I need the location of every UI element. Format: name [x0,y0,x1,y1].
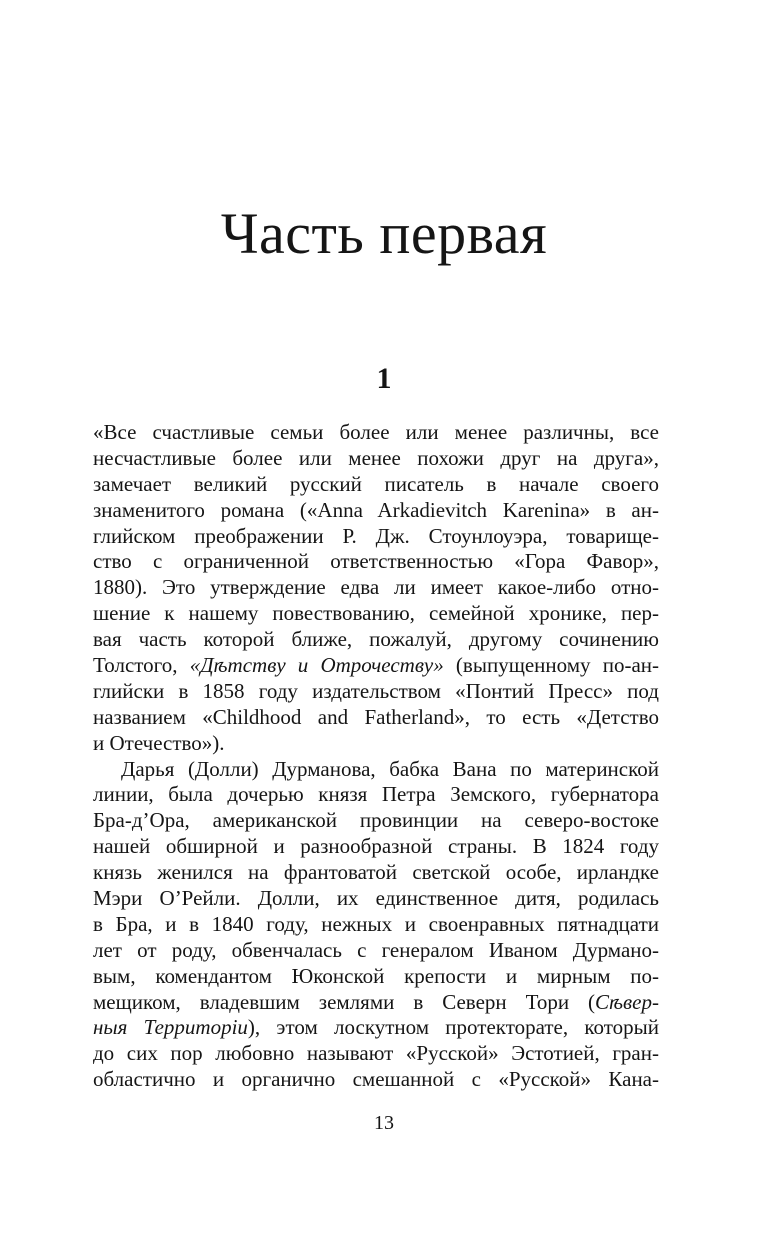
text-line: Дарья (Долли) Дурманова, бабка Вана по материнской [121,756,659,781]
text-line: вым, комендантом Юконской крепости и мирным по- [93,963,659,988]
text-line: шение к нашему повествованию, семейной хронике, пер- [93,601,659,626]
text-line: князь женился на франтоватой светской особе, ирландке [93,860,659,885]
text-line: несчастливые более или менее похожи друг на друга», [93,445,659,470]
italic-title: ныя Территорiи [93,1015,248,1040]
text-line: вая часть которой ближе, пожалуй, другому сочинению [93,627,659,652]
part-title: Часть первая [220,201,548,266]
text-line: названием «Childhood and Fatherland», то есть «Детство [93,704,659,729]
text-line: линии, была дочерью князя Петра Земского, губернатора [93,782,659,807]
text-line: знаменитого романа («Anna Arkadievitch Karenina» в ан- [93,497,659,522]
text-line [93,653,659,679]
text-line [93,990,659,1016]
text-run: ), этом лоскутном протекторате, который [247,1015,659,1040]
text-line: замечает великий русский писатель в начале своего [93,471,659,496]
page-number: 13 [374,1112,394,1134]
text-line: областично и органично смешанной с «Русской» Кана- [93,1067,659,1092]
text-line: до сих пор любовно называют «Русской» Эстотией, гран- [93,1041,659,1066]
text-line: Мэри О’Рейли. Долли, их единственное дитя, родилась [93,886,659,911]
text-line: и Отечество»). [93,730,225,755]
text-line: Бра-д’Ора, американской провинции на северо-востоке [93,808,659,833]
text-line: лет от роду, обвенчалась с генералом Иваном Дурмано- [93,937,659,962]
italic-title: «Дѣтству и Отрочеству» [189,653,444,678]
text-run: (выпущенному по-ан- [443,653,660,678]
text-line: глийски в 1858 году издательством «Понтий Пресс» под [93,678,659,703]
text-line: «Все счастливые семьи более или менее различны, все [93,420,659,444]
text-line [93,1015,659,1041]
chapter-text [93,420,659,1093]
text-line: глийском преображении Р. Дж. Стоунлоуэра, товарище- [93,523,659,548]
text-run: Толстого, [93,653,190,678]
text-line: ство с ограниченной ответственностью «Гора Фавор», [93,549,659,574]
text-line: в Бра, и в 1840 году, нежных и своенравных пятнадцати [93,911,659,936]
italic-title: Сѣвер- [595,989,659,1014]
chapter-number: 1 [376,362,392,395]
text-line: нашей обширной и разнообразной страны. В 1824 году [93,834,659,859]
text-run: мещиком, владевшим землями в Северн Тори ( [93,989,596,1014]
text-line: 1880). Это утверждение едва ли имеет какое-либо отно- [93,575,659,600]
